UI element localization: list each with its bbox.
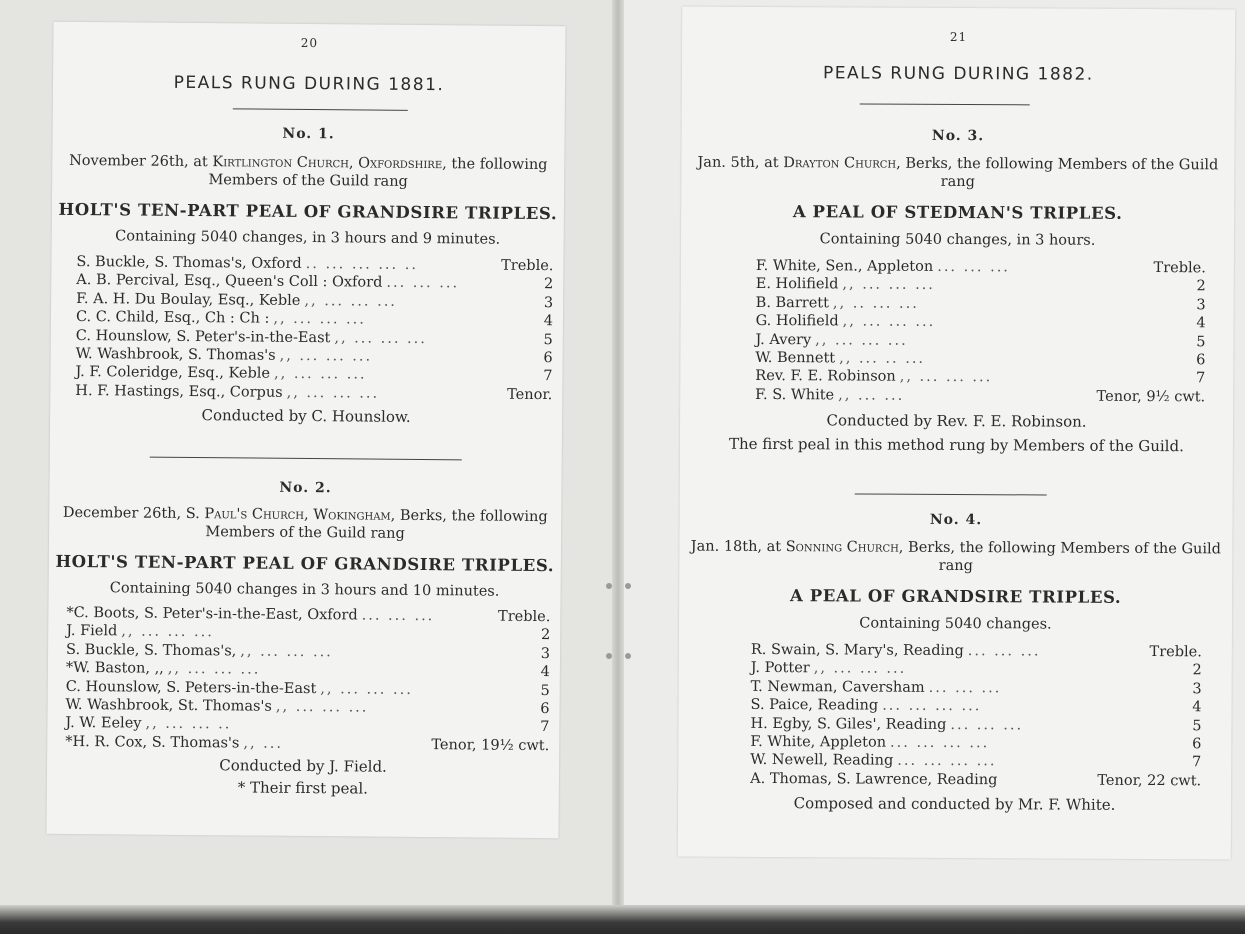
- ringer-bell: 7: [1192, 754, 1202, 771]
- ringer-bell: Treble.: [1153, 260, 1206, 277]
- conductor-line: Composed and conducted by Mr. F. White.: [793, 794, 1116, 815]
- leader-dots: ,, ... ... ...: [842, 276, 935, 294]
- leader-dots: ,, ... ... ..: [145, 716, 232, 733]
- leader-dots: ,, ... ... ...: [334, 329, 427, 347]
- ringer-row: [756, 312, 1206, 333]
- ringer-bell: 3: [543, 294, 554, 311]
- church-name: Sonning Church,: [785, 539, 904, 556]
- intro-prefix: December 26th,: [62, 504, 182, 522]
- footnote: * Their first peal.: [237, 778, 369, 798]
- ringer-bell: 7: [540, 719, 550, 736]
- ringer-row: [750, 715, 1201, 736]
- ringer-name: B. Barrett: [755, 294, 830, 312]
- ringer-bell: 2: [540, 627, 551, 644]
- peal-intro: [57, 504, 553, 544]
- leader-dots: ,, ... ...: [838, 387, 905, 404]
- ringer-bell: 4: [1196, 315, 1206, 332]
- intro-prefix: November 26th, at: [69, 152, 208, 171]
- ringer-bell: 5: [1196, 333, 1206, 350]
- ringer-row: [756, 275, 1206, 296]
- peal-containing: Containing 5040 changes, in 3 hours.: [819, 231, 1096, 249]
- peal-entry: [47, 478, 562, 800]
- ringer-name: J. Potter: [750, 660, 810, 677]
- divider: [233, 108, 408, 111]
- ringer-bell: Treble.: [501, 257, 554, 275]
- book-gutter: [612, 0, 624, 915]
- page-title: PEALS RUNG DURING 1881.: [173, 72, 445, 96]
- leader-dots: ,, ... ... ...: [273, 366, 367, 383]
- leader-dots: ... ... ...: [937, 258, 1010, 276]
- ringer-row: [750, 733, 1201, 754]
- peal-headline: HOLT'S TEN-PART PEAL OF GRANDSIRE TRIPLES.: [58, 199, 558, 224]
- ringer-name: H. Egby, S. Giles', Reading: [750, 715, 947, 733]
- peal-headline: A PEAL OF STEDMAN'S TRIPLES.: [792, 202, 1123, 223]
- ringer-list: [750, 641, 1202, 791]
- ringer-bell: Treble.: [498, 608, 551, 626]
- page-number: 21: [949, 29, 968, 45]
- binding-stitch: [625, 583, 631, 589]
- ringer-name: A. B. Percival, Esq., Queen's Coll : Oxford: [76, 272, 383, 292]
- ringer-row: [755, 349, 1205, 370]
- leader-dots: [997, 771, 1097, 790]
- ringer-name: W. Washbrook, St. Thomas's: [65, 696, 272, 715]
- leader-dots: .. ... ... ... ..: [305, 255, 419, 273]
- ringer-name: A. Thomas, S. Lawrence, Reading: [750, 770, 998, 789]
- left-page: [46, 22, 565, 838]
- leader-dots: ,, ... .. ...: [839, 350, 926, 367]
- ringer-row: [751, 659, 1202, 680]
- ringer-name: H. F. Hastings, Esq., Corpus: [75, 382, 283, 401]
- binding-stitch: [625, 653, 631, 659]
- intro-prefix: Jan. 18th, at: [690, 538, 782, 556]
- ringer-row: [755, 386, 1205, 407]
- ringer-name: *C. Boots, S. Peter's-in-the-East, Oxford: [66, 604, 358, 624]
- peal-intro: [60, 152, 556, 192]
- right-page: [678, 7, 1235, 860]
- leader-dots: ,, ... ... ...: [275, 698, 369, 716]
- ringer-name: W. Newell, Reading: [750, 752, 894, 770]
- peal-containing: Containing 5040 changes, in 3 hours and 9 minutes.: [115, 228, 501, 248]
- ringer-bell: 6: [540, 701, 550, 718]
- intro-prefix: Jan. 5th, at: [697, 154, 779, 172]
- leader-dots: ... ... ...: [928, 679, 1002, 697]
- leader-dots: ,, ... ... ...: [279, 347, 373, 365]
- ringer-name: W. Bennett: [755, 349, 836, 367]
- ringer-name: R. Swain, S. Mary's, Reading: [750, 641, 964, 660]
- bottom-shadow: [0, 905, 1245, 934]
- leader-dots: ,, ... ... ...: [304, 292, 398, 310]
- divider: [855, 493, 1047, 495]
- ringer-name: *W. Baston, ,,: [65, 660, 164, 677]
- ringer-name: C. C. Child, Esq., Ch : Ch :: [75, 309, 270, 327]
- intro-suffix: the following Members of the Guild rang: [208, 156, 548, 190]
- ringer-name: J. F. Coleridge, Esq., Keble: [75, 364, 271, 383]
- church-name: Drayton Church,: [783, 155, 901, 172]
- ringer-bell: Tenor, 9½ cwt.: [1096, 388, 1206, 406]
- peal-entry: [680, 127, 1235, 456]
- church-name: S. Paul's Church, Wokingham,: [185, 505, 396, 524]
- intro-suffix: Berks, the following Members of the Guild rang: [205, 507, 548, 542]
- ringer-row: [75, 382, 552, 405]
- ringer-list: [75, 253, 553, 404]
- peal-number: No. 1.: [282, 125, 335, 143]
- ringer-bell: 6: [1196, 352, 1206, 369]
- ringer-name: F. White, Appleton: [750, 733, 887, 751]
- ringer-bell: Tenor, 19½ cwt.: [431, 736, 550, 754]
- ringer-name: S. Buckle, S. Thomas's,: [66, 641, 237, 660]
- leader-dots: ,, ... ... ...: [842, 313, 936, 331]
- intro-suffix: Berks, the following Members of the Guild rang: [908, 539, 1222, 575]
- peal-intro: [687, 538, 1224, 577]
- peal-containing: Containing 5040 changes in 3 hours and 10 minutes.: [109, 580, 500, 600]
- ringer-bell: 3: [540, 645, 551, 662]
- leader-dots: ,, .. ... ...: [832, 295, 919, 312]
- ringer-bell: 6: [543, 350, 553, 367]
- peal-intro: [689, 154, 1226, 193]
- ringer-name: Rev. F. E. Robinson: [755, 368, 896, 386]
- leader-dots: ... ... ...: [361, 607, 435, 625]
- leader-dots: ... ... ... ...: [882, 697, 982, 715]
- leader-dots: ,, ...: [243, 735, 284, 752]
- ringer-bell: 4: [540, 664, 550, 681]
- ringer-name: W. Washbrook, S. Thomas's: [75, 346, 276, 364]
- peal-entry: [678, 511, 1233, 815]
- ringer-name: G. Holifield: [755, 313, 839, 330]
- ringer-name: J. Field: [66, 623, 118, 640]
- ringer-bell: 4: [543, 313, 554, 330]
- ringer-list: [65, 604, 550, 755]
- leader-dots: ,, ... ... ...: [121, 623, 214, 641]
- peal-headline: A PEAL OF GRANDSIRE TRIPLES.: [789, 586, 1122, 607]
- ringer-row: [751, 678, 1202, 699]
- ringer-row: [755, 331, 1205, 352]
- ringer-bell: 2: [1196, 278, 1206, 295]
- leader-dots: ,, ... ... ...: [286, 384, 380, 402]
- peal-number: No. 3.: [931, 127, 985, 145]
- church-name: Kirtlington Church, Oxfordshire,: [212, 154, 447, 173]
- ringer-bell: Tenor.: [507, 386, 553, 403]
- leader-dots: ,, ... ... ...: [320, 680, 413, 698]
- ringer-row: [755, 367, 1205, 388]
- divider: [150, 457, 462, 461]
- ringer-bell: 3: [1192, 681, 1202, 698]
- peal-note: The first peal in this method rung by Members of the Guild.: [728, 435, 1184, 456]
- ringer-name: F. S. White: [755, 386, 835, 404]
- ringer-name: S. Buckle, S. Thomas's, Oxford: [76, 253, 302, 272]
- ringer-bell: 5: [543, 331, 553, 348]
- leader-dots: ,, ... ... ...: [815, 331, 908, 349]
- peal-number: No. 2.: [279, 479, 332, 497]
- ringer-name: F. White, Sen., Appleton: [755, 257, 934, 275]
- conductor-line: Conducted by C. Hounslow.: [201, 406, 411, 427]
- ringer-bell: 7: [543, 368, 553, 385]
- ringer-bell: Tenor, 22 cwt.: [1097, 772, 1202, 790]
- ringer-name: S. Paice, Reading: [750, 697, 879, 714]
- ringer-row: [756, 257, 1206, 278]
- ringer-row: [751, 641, 1202, 662]
- leader-dots: ... ... ... ...: [890, 734, 990, 752]
- ringer-name: J. Avery: [755, 331, 812, 348]
- leader-dots: ... ... ... ...: [897, 753, 997, 770]
- ringer-name: E. Holifield: [755, 276, 839, 293]
- intro-suffix: Berks, the following Members of the Guild rang: [905, 155, 1219, 191]
- page-number: 20: [300, 35, 319, 51]
- ringer-row: [750, 770, 1201, 791]
- ringer-bell: 6: [1192, 736, 1202, 753]
- leader-dots: ,, ... ... ...: [167, 661, 261, 678]
- leader-dots: ... ... ...: [386, 275, 460, 292]
- ringer-list: [755, 257, 1206, 407]
- ringer-name: *H. R. Cox, S. Thomas's: [65, 733, 240, 752]
- ringer-bell: 5: [540, 682, 550, 699]
- binding-stitch: [606, 583, 612, 589]
- leader-dots: ,, ... ... ...: [273, 310, 366, 328]
- leader-dots: ,, ... ... ...: [899, 369, 993, 386]
- binding-stitch: [606, 653, 612, 659]
- conductor-line: Conducted by Rev. F. E. Robinson.: [826, 411, 1087, 431]
- ringer-bell: 2: [1192, 662, 1202, 679]
- divider: [860, 103, 1030, 105]
- leader-dots: ,, ... ... ...: [813, 660, 907, 678]
- ringer-bell: 4: [1192, 699, 1202, 716]
- peal-headline: HOLT'S TEN-PART PEAL OF GRANDSIRE TRIPLES.: [55, 551, 555, 576]
- ringer-bell: 3: [1196, 297, 1206, 314]
- page-title: PEALS RUNG DURING 1882.: [822, 63, 1094, 85]
- peal-number: No. 4.: [929, 511, 983, 529]
- peal-containing: Containing 5040 changes.: [859, 615, 1052, 633]
- conductor-line: Conducted by J. Field.: [219, 756, 387, 776]
- ringer-name: T. Newman, Caversham: [750, 678, 925, 696]
- ringer-bell: 2: [543, 276, 554, 293]
- peal-entry: [50, 124, 565, 428]
- ringer-name: J. W. Eeley: [65, 715, 142, 733]
- leader-dots: ... ... ...: [967, 643, 1041, 660]
- ringer-name: F. A. H. Du Boulay, Esq., Keble: [76, 290, 301, 309]
- ringer-bell: Treble.: [1149, 644, 1202, 661]
- ringer-row: [750, 751, 1201, 772]
- ringer-row: [756, 294, 1206, 315]
- ringer-row: [65, 733, 549, 756]
- ringer-bell: 7: [1196, 370, 1206, 387]
- ringer-name: C. Hounslow, S. Peter's-in-the-East: [75, 327, 331, 346]
- leader-dots: ... ... ...: [950, 716, 1024, 733]
- ringer-row: [751, 696, 1202, 717]
- leader-dots: ,, ... ... ...: [240, 643, 333, 661]
- ringer-name: C. Hounslow, S. Peters-in-the-East: [65, 678, 317, 697]
- ringer-bell: 5: [1192, 717, 1202, 734]
